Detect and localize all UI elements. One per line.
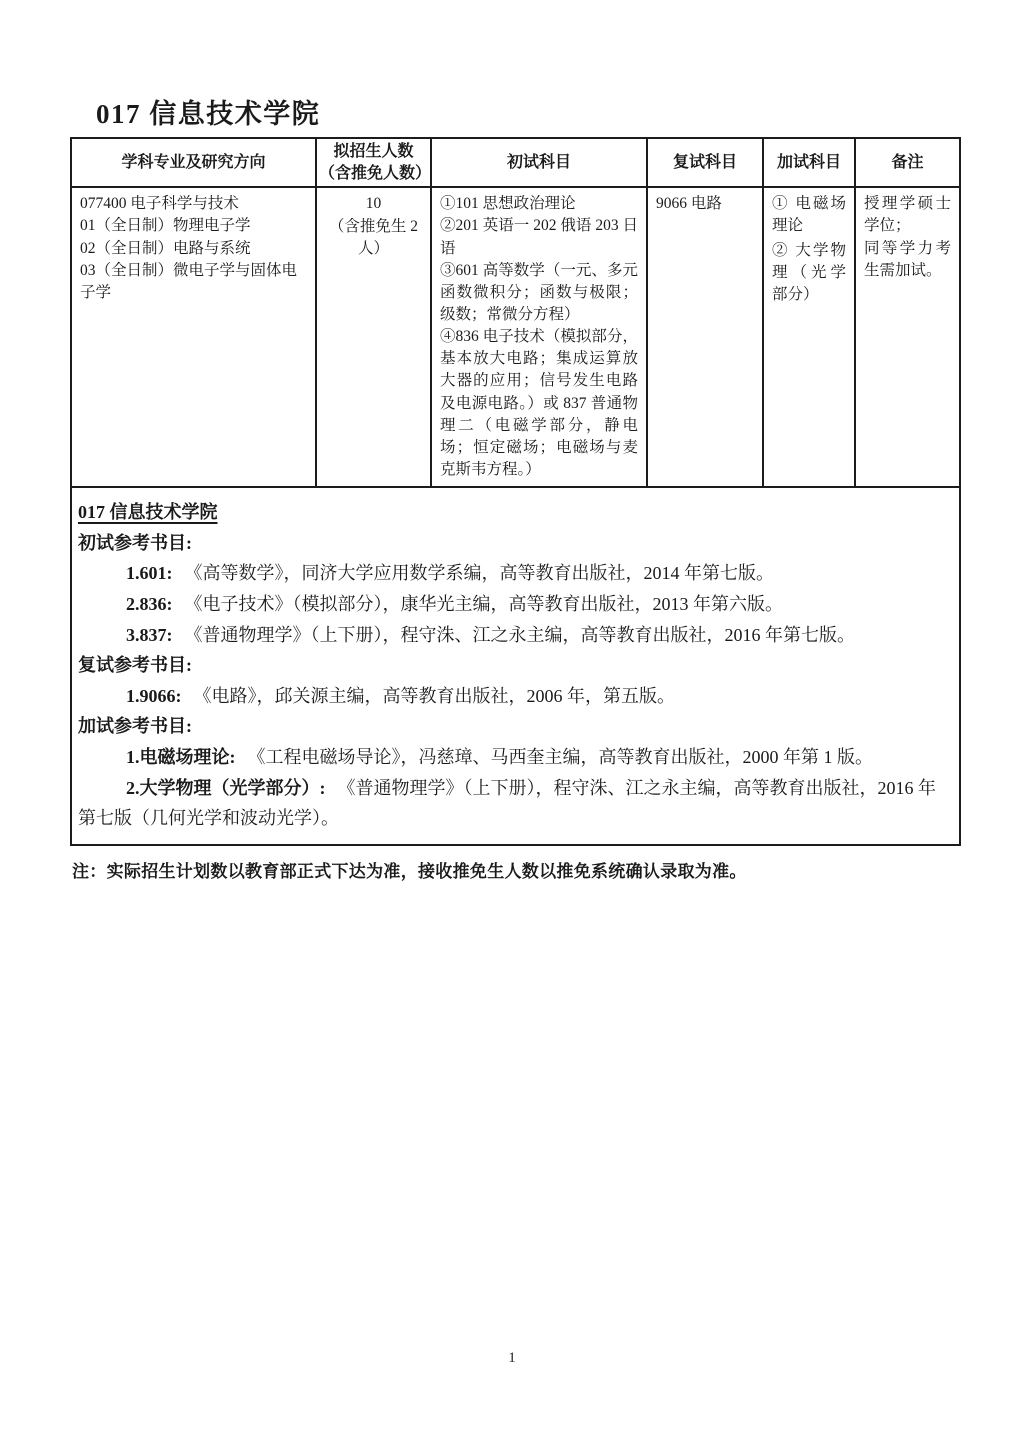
initial-exam-item: ③601 高等数学（一元、多元函数微积分；函数与极限；级数；常微分方程） [440,261,638,323]
column-header-retest [647,138,763,187]
table-row-references [71,487,960,845]
admissions-table [70,137,961,846]
reference-item-label: 1.电磁场理论: [126,746,236,767]
reference-item-label: 2.大学物理（光学部分）: [126,777,326,798]
remark-line: 授理学硕士学位； [864,195,951,235]
column-header-remarks [855,138,960,187]
references-heading [78,497,951,528]
initial-exam-item: ②201 英语一 202 俄语 203 日语 [440,217,638,257]
column-header-additional-label: 加试科目 [776,153,841,171]
section-title-initial-refs: 初试参考书目: [78,532,192,553]
reference-item [78,742,951,773]
reference-item [78,558,951,589]
reference-item-text: 《电路》，邱关源主编，高等教育出版社，2006 年，第五版。 [193,685,675,706]
column-header-major [71,138,316,187]
cell-retest-exam [647,187,763,487]
column-header-enrollment [316,138,431,187]
section-title-retest-refs: 复试参考书目: [78,655,192,676]
table-row-program [71,187,960,487]
column-header-initial-exam [431,138,647,187]
reference-item [78,620,951,651]
reference-item [78,681,951,712]
references-heading-text: 017 信息技术学院 [78,502,218,523]
reference-item-label: 2.836: [126,594,173,614]
reference-item-label: 1.9066: [126,685,182,706]
cell-initial-exam [431,187,647,487]
reference-item-text: 《高等数学》，同济大学应用数学系编，高等教育出版社，2014 年第七版。 [184,563,774,584]
column-header-enrollment-line2: （含推免人数） [319,164,432,182]
reference-item-text: 《工程电磁场导论》，冯慈璋、马西奎主编，高等教育出版社，2000 年第 1 版。 [247,746,873,767]
reference-item-text: 《电子技术》（模拟部分），康华光主编，高等教育出版社，2013 年第六版。 [184,594,783,614]
reference-item [78,773,951,834]
reference-item-text: 《普通物理学》（上下册），程守洙、江之永主编，高等教育出版社，2016 年第七版。 [184,624,855,645]
footnote: 注：实际招生计划数以教育部正式下达为准，接收推免生人数以推免系统确认录取为准。 [72,861,747,881]
enrollment-number: 10 [365,195,382,213]
cell-additional-exam [763,187,855,487]
remark-line: 同等学力考生需加试。 [864,239,951,279]
page-title: 017 信息技术学院 [96,99,321,129]
table-header-row [71,138,960,187]
column-header-remarks-label: 备注 [891,153,924,171]
reference-item-text: 《普通物理学》（上下册），程守洙、江之永主编，高等教育出版社，2016 年第七版（几何光学和波动光学）。 [78,777,936,829]
page-number: 1 [508,1350,516,1366]
additional-exam-item: ② 大学物理（光学部分） [772,241,846,303]
reference-item-label: 1.601: [126,563,173,584]
direction-line: 02（全日制）电路与系统 [80,239,251,257]
cell-enrollment [316,187,431,487]
additional-exam-item: ① 电磁场理论 [772,195,846,235]
section-title-additional-refs: 加试参考书目: [78,716,192,737]
column-header-initial-exam-label: 初试科目 [506,153,571,171]
retest-exam-item: 9066 电路 [656,195,722,213]
major-code-line: 077400 电子科学与技术 [80,195,239,213]
column-header-additional [763,138,855,187]
initial-exam-item: ④836 电子技术（模拟部分，基本放大电路；集成运算放大器的应用；信号发生电路及电源电路。）或 837 普通物理二（电磁学部分，静电场；恒定磁场；电磁场与麦克斯韦方程。） [440,328,638,479]
direction-line: 03（全日制）微电子学与固体电子学 [80,261,298,301]
page-content [70,137,959,882]
enrollment-note: （含推免生 2 人） [328,217,419,258]
initial-exam-item: ①101 思想政治理论 [440,195,576,213]
cell-major-directions [71,187,316,487]
column-header-major-label: 学科专业及研究方向 [121,153,266,171]
reference-item-label: 3.837: [126,624,173,645]
reference-item [78,589,951,620]
references-cell [71,487,960,845]
direction-line: 01（全日制）物理电子学 [80,217,251,235]
cell-remarks [855,187,960,487]
column-header-enrollment-line1: 拟招生人数 [333,143,414,160]
column-header-retest-label: 复试科目 [672,153,737,171]
